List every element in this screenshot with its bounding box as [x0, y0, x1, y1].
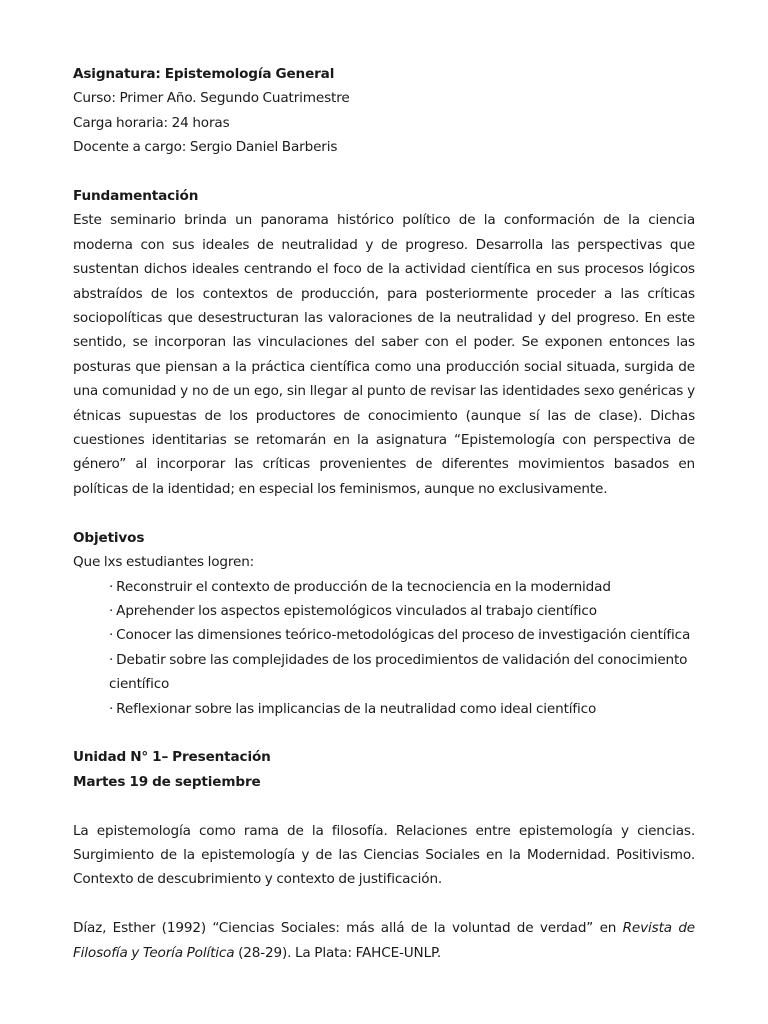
spacer	[73, 501, 695, 525]
bullet-icon: ·	[109, 700, 114, 717]
bullet-icon: ·	[109, 602, 114, 619]
bibliography-publication: (28-29). La Plata: FAHCE-UNLP.	[234, 944, 442, 961]
teacher-line: Docente a cargo: Sergio Daniel Barberis	[73, 139, 338, 156]
unidad-date: Martes 19 de septiembre	[73, 773, 261, 790]
list-item	[73, 599, 695, 623]
objectives-list	[73, 575, 695, 721]
list-item	[73, 697, 695, 721]
course-line: Curso: Primer Año. Segundo Cuatrimestre	[73, 90, 350, 107]
bullet-icon: ·	[109, 627, 114, 644]
bullet-icon: ·	[109, 578, 114, 595]
unidad-heading: Unidad N° 1– Presentación	[73, 749, 271, 766]
list-item	[73, 623, 695, 647]
objetivos-heading: Objetivos	[73, 529, 145, 546]
document-page	[73, 62, 695, 965]
objective-text: Conocer las dimensiones teórico-metodológicas del proceso de investigación científica	[116, 627, 691, 644]
spacer	[73, 794, 695, 818]
bibliography-journal: Revista de Filosofía y Teoría Política	[73, 920, 696, 961]
hours-line: Carga horaria: 24 horas	[73, 114, 230, 131]
objective-text: Debatir sobre las complejidades de los procedimientos de validación del conocimiento científico	[109, 651, 688, 693]
unidad-content-paragraph: La epistemología como rama de la filosofía. Relaciones entre epistemología y ciencias. Surgimiento de la epistemología y de las Ciencias Sociales en la Modernidad. Positivismo. Contexto de descubrimiento y contexto de justificación.	[73, 822, 695, 888]
fundamentacion-paragraph: Este seminario brinda un panorama histórico político de la conformación de la ciencia moderna con sus ideales de neutralidad y de progreso. Desarrolla las perspectivas que sustentan dichos ideales centrando el foco de la actividad científica en sus procesos lógicos abstraídos de los contextos de producción, para posteriormente proceder a las críticas sociopolíticas que desestructuran las valoraciones de la neutralidad y del progreso. En este sentido, se incorporan las vinculaciones del saber con el poder. Se exponen entonces las posturas que piensan a la práctica científica como una producción social situada, surgida de una comunidad y no de un ego, sin llegar al punto de revisar las identidades sexo genéricas y étnicas supuestas de los productores de conocimiento (aunque sí las de clase). Dichas cuestiones identitarias se retomarán en la asignatura “Epistemología con perspectiva de género” al incorporar las críticas provenientes de diferentes movimientos basados en políticas de la identidad; en especial los feminismos, aunque no exclusivamente.	[73, 212, 695, 497]
objective-text: Reflexionar sobre las implicancias de la neutralidad como ideal científico	[116, 700, 597, 717]
list-item	[73, 575, 695, 599]
objetivos-intro: Que lxs estudiantes logren:	[73, 554, 255, 571]
objective-text: Reconstruir el contexto de producción de la tecnociencia en la modernidad	[116, 578, 611, 595]
bibliography-author-title: Díaz, Esther (1992) “Ciencias Sociales: más allá de la voluntad de verdad” en	[73, 920, 623, 937]
subject-line: Asignatura: Epistemología General	[73, 66, 335, 82]
spacer	[73, 160, 695, 184]
spacer	[73, 892, 695, 916]
spacer	[73, 721, 695, 745]
objective-text: Aprehender los aspectos epistemológicos vinculados al trabajo científico	[116, 602, 597, 619]
bullet-icon: ·	[109, 651, 114, 668]
fundamentacion-heading: Fundamentación	[73, 188, 199, 205]
bibliography-entry	[73, 916, 695, 965]
list-item	[73, 648, 695, 697]
